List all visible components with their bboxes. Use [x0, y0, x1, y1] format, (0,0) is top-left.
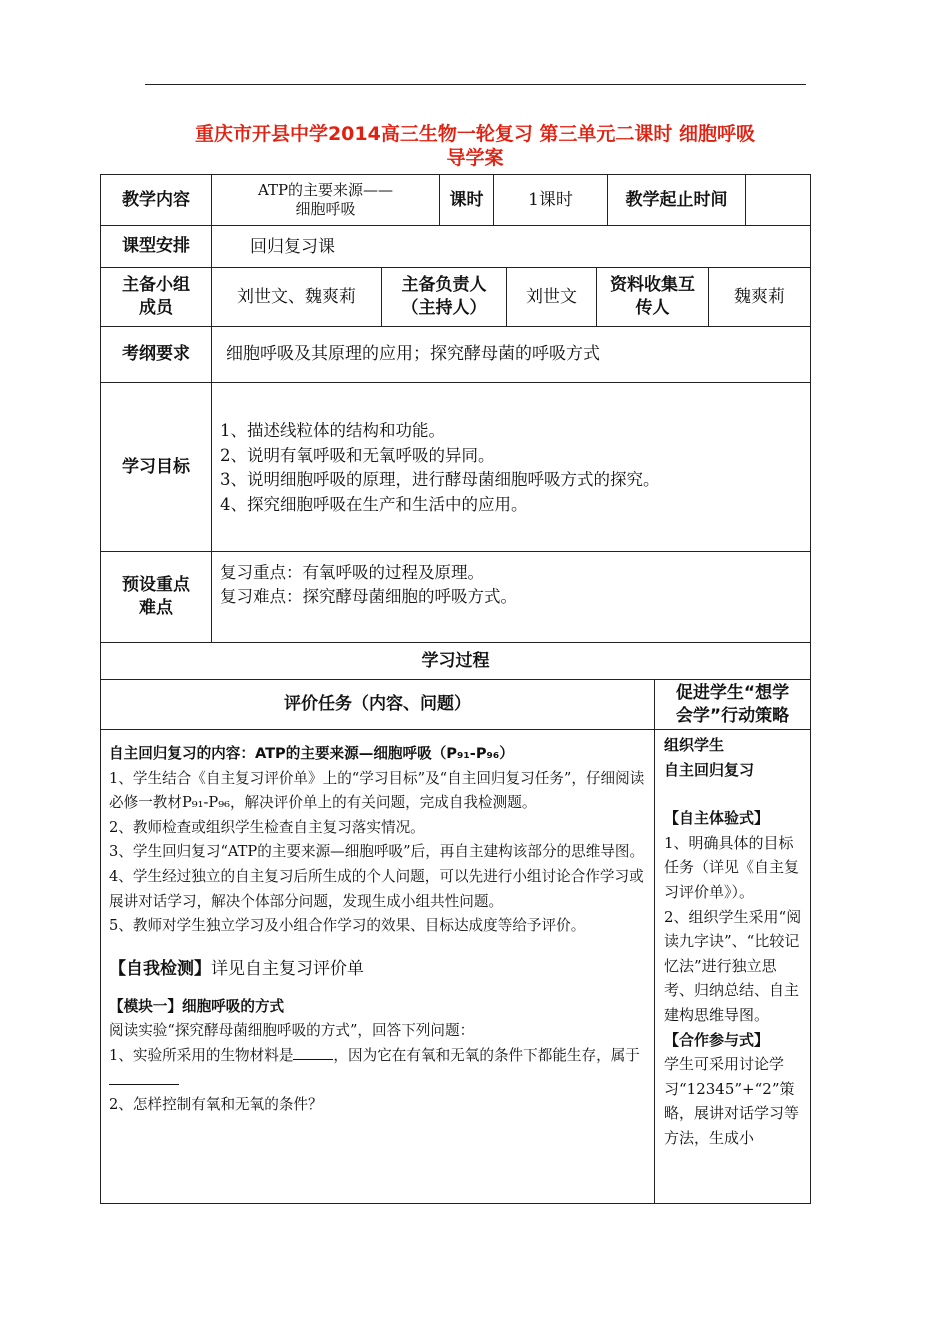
content-label: 教学内容 — [100, 174, 212, 226]
strategy-content: 组织学生 自主回归复习 【自主体验式】 1、明确具体的目标任务（详见《自主复习评价单》）。 2、组织学生采用“阅读九字诀”、“比较记忆法”进行独立思考、归纳总结、自主建构思维导图。 【合作参与式】 学生可采用讨论学习“12345”+“2”策略，展讲对话学习等方法，生成小 — [654, 729, 811, 1204]
course-type-label: 课型安排 — [100, 225, 212, 268]
question-1: 1、实验所采用的生物材料是 ，因为它在有氧和无氧的条件下都能生存，属于 — [109, 1044, 648, 1093]
goal-item: 3、说明细胞呼吸的原理，进行酵母菌细胞呼吸方式的探究。 — [220, 470, 660, 489]
lead-label: 主备负责人 （主持人） — [381, 267, 507, 327]
answer-blank[interactable] — [293, 1045, 333, 1060]
task-content — [100, 729, 655, 1204]
step-item: 5、教师对学生独立学习及小组合作学习的效果、目标达成度等给予评价。 — [109, 917, 586, 935]
key-points-value: 复习重点：有氧呼吸的过程及原理。 复习难点：探究酵母菌细胞的呼吸方式。 — [211, 551, 811, 643]
lead-value: 刘世文 — [506, 267, 597, 327]
collect-value: 魏爽莉 — [708, 267, 811, 327]
course-type-value: 回归复习课 — [211, 225, 811, 268]
task-column-header: 评价任务（内容、问题） — [100, 679, 655, 730]
goal-item: 4、探究细胞呼吸在生产和生活中的应用。 — [220, 494, 528, 514]
strategy-column-header: 促进学生“想学 会学”行动策略 — [654, 679, 811, 730]
goal-item: 2、说明有氧呼吸和无氧呼吸的异同。 — [220, 445, 495, 465]
group-value: 刘世文、魏爽莉 — [211, 267, 382, 327]
answer-blank[interactable] — [109, 1070, 179, 1085]
module-intro: 阅读实验“探究酵母菌细胞呼吸的方式”，回答下列问题： — [109, 1022, 475, 1040]
content-value: ATP的主要来源—— 细胞呼吸 — [211, 174, 440, 226]
key-points-label: 预设重点 难点 — [100, 551, 212, 643]
mode-autonomous: 【自主体验式】 — [664, 809, 770, 828]
exam-requirement-label: 考纲要求 — [100, 326, 212, 383]
group-label: 主备小组 成员 — [100, 267, 212, 327]
step-item: 1、学生结合《自主复习评价单》上的“学习目标”及“自主回归复习任务”，仔细阅读必修一教材P₉₁-P₉₆，解决评价单上的有关问题，完成自我检测题。 — [109, 769, 645, 812]
page-title: 重庆市开县中学2014高三生物一轮复习 第三单元二课时 细胞呼吸 导学案 — [194, 123, 756, 169]
collect-label: 资料收集互 传人 — [596, 267, 709, 327]
period-label: 课时 — [439, 174, 494, 226]
step-item: 2、教师检查或组织学生检查自主复习落实情况。 — [109, 818, 425, 836]
mode-cooperative: 【合作参与式】 — [664, 1030, 770, 1049]
self-check: 【自我检测】详见自主复习评价单 — [109, 958, 364, 979]
step-item: 3、学生回归复习“ATP的主要来源—细胞呼吸”后，再自主建构该部分的思维导图。 — [109, 843, 645, 861]
period-value: 1课时 — [493, 174, 608, 226]
time-label: 教学起止时间 — [607, 174, 746, 226]
goal-item: 1、描述线粒体的结构和功能。 — [220, 421, 445, 440]
header-rule — [145, 84, 806, 85]
review-intro: 自主回归复习的内容：ATP的主要来源—细胞呼吸（P₉₁-P₉₆） — [109, 745, 514, 762]
time-value — [745, 174, 811, 226]
learning-goals-label: 学习目标 — [100, 382, 212, 552]
module-title: 【模块一】细胞呼吸的方式 — [109, 997, 285, 1015]
step-item: 4、学生经过独立的自主复习后所生成的个人问题，可以先进行小组讨论合作学习或展讲对话学习，解决个体部分问题，发现生成小组共性问题。 — [109, 867, 644, 910]
exam-requirement-value: 细胞呼吸及其原理的应用；探究酵母菌的呼吸方式 — [211, 326, 811, 383]
question-2: 2、怎样控制有氧和无氧的条件？ — [109, 1096, 323, 1114]
learning-goals-list — [211, 382, 811, 552]
process-header: 学习过程 — [100, 642, 811, 680]
